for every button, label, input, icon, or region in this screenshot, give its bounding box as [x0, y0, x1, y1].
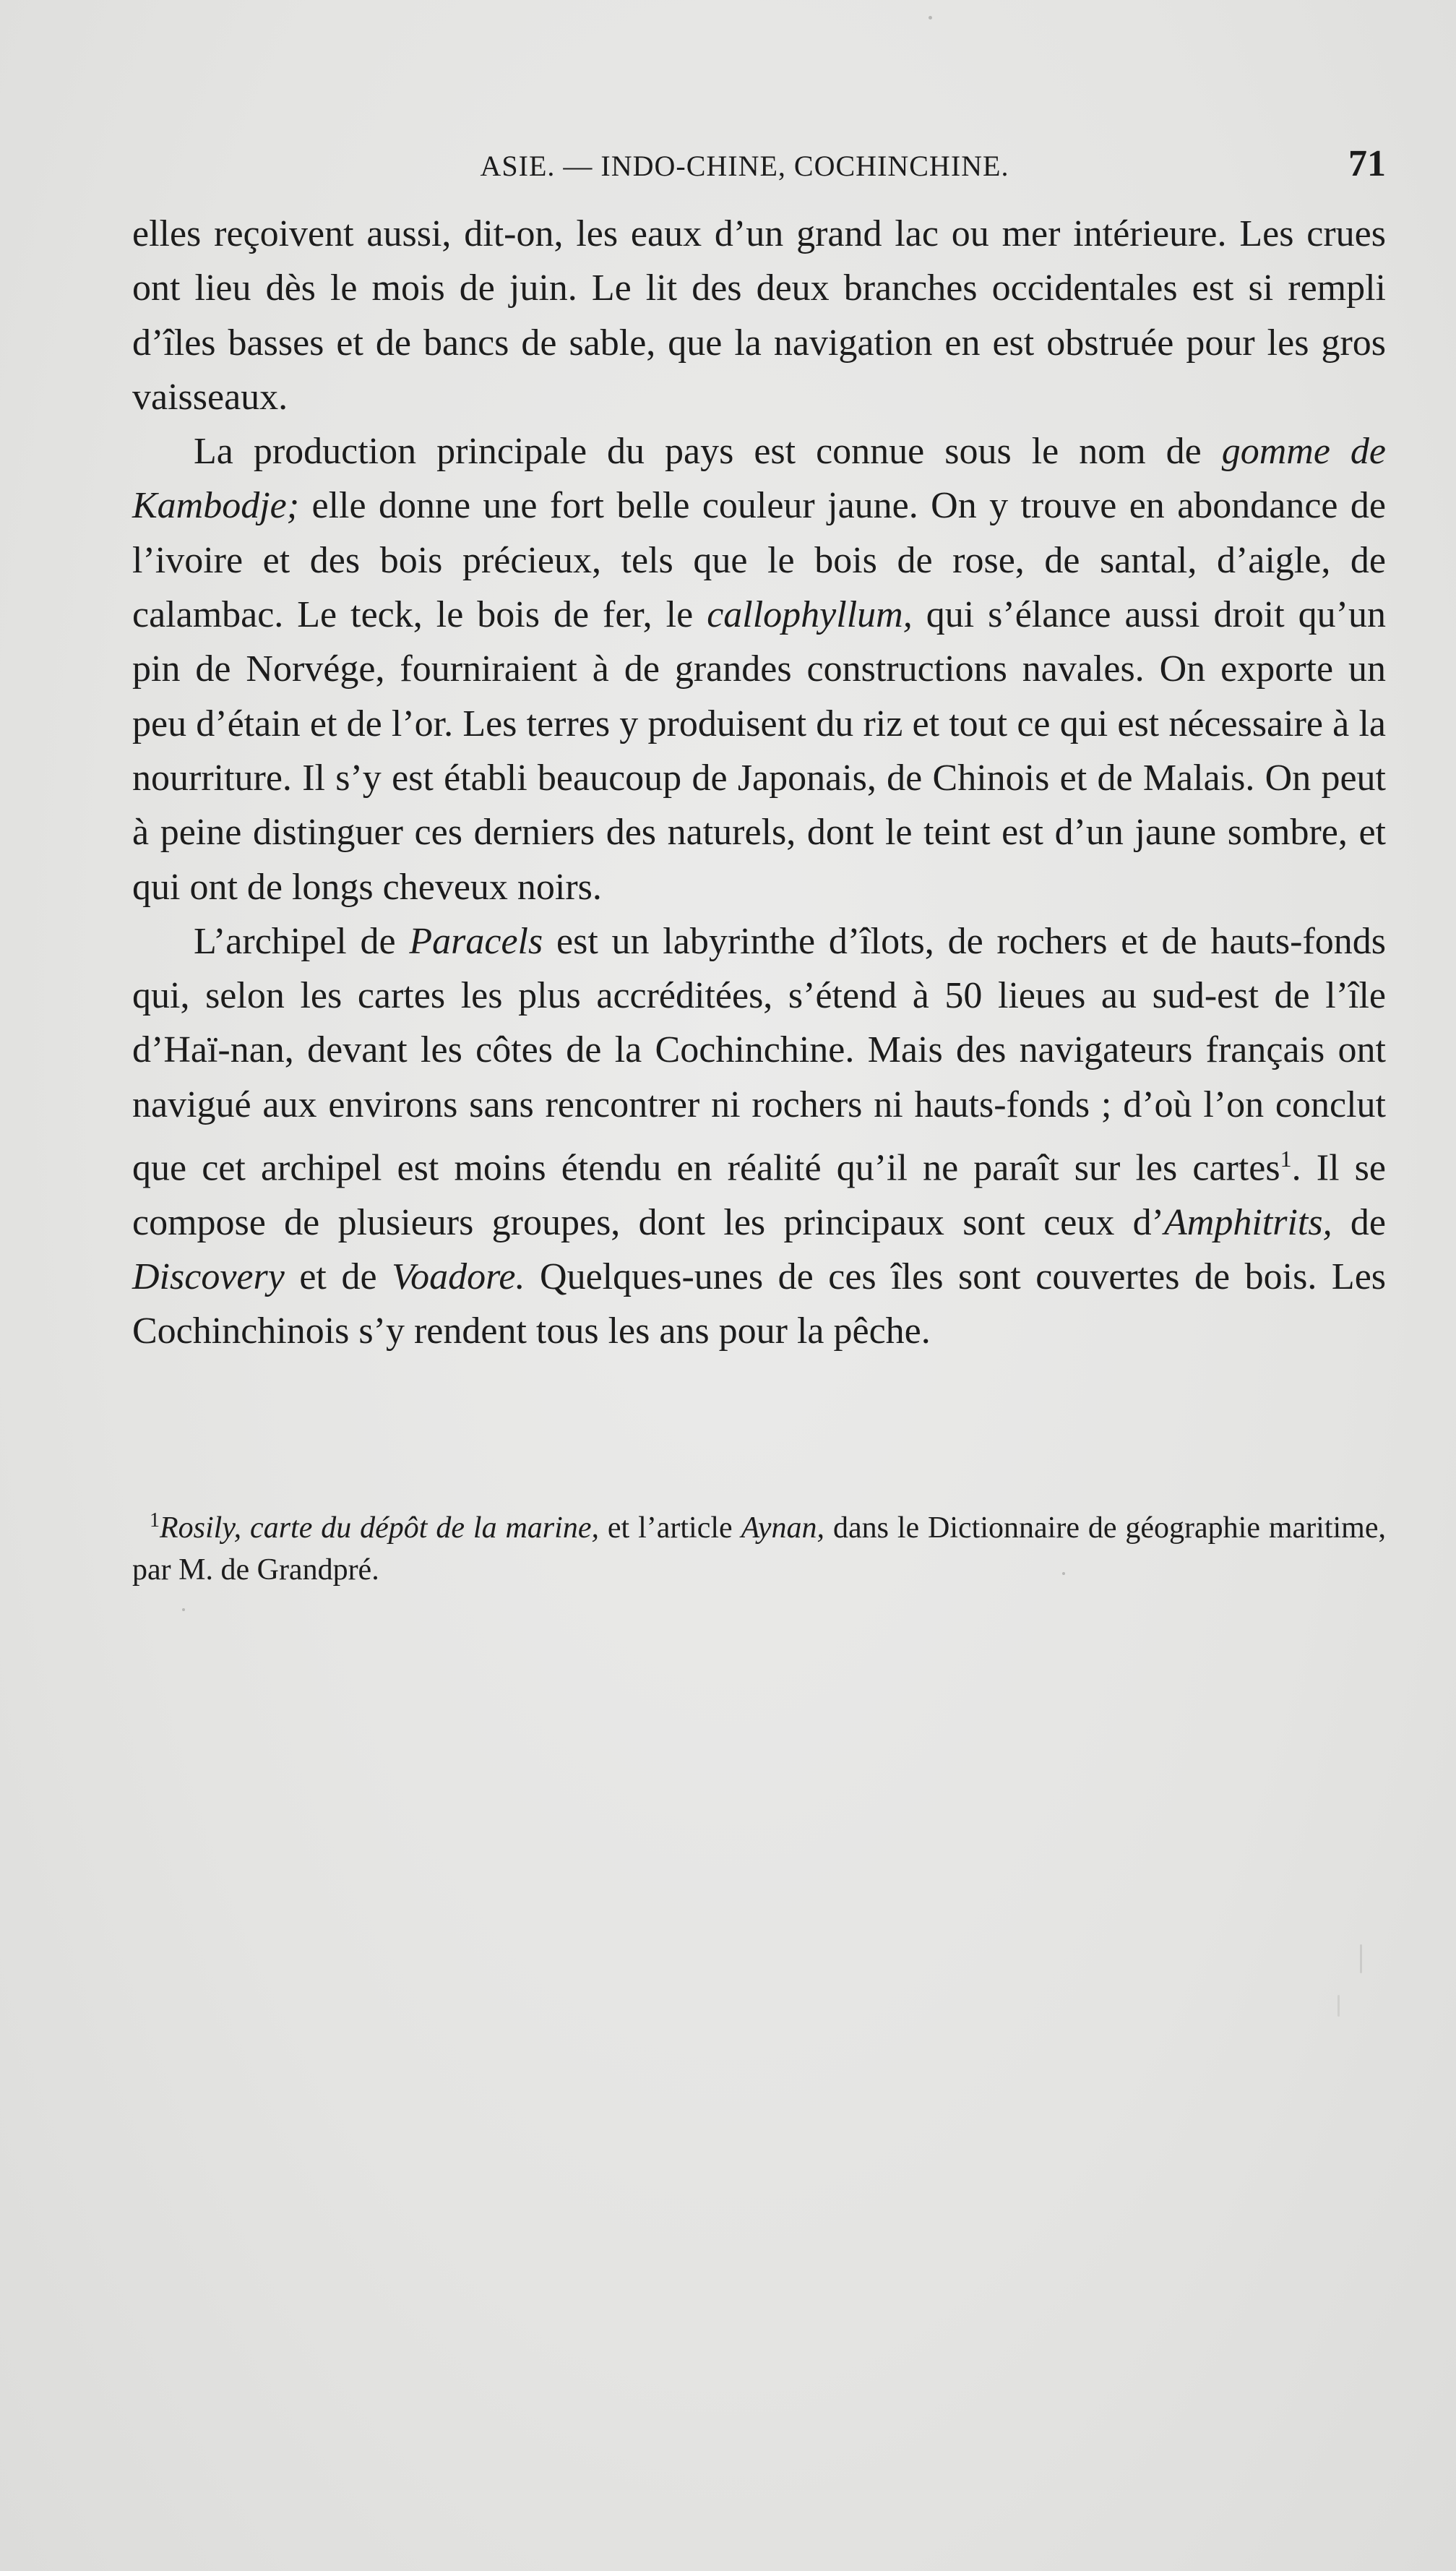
- paragraph-2-text: elle donne une fort belle couleur jaune. On y trouve en abondance de l’ivoire et des bois précieux, tels que le bois de rose, de santal, d’aigle, de calambac. Le teck, le bois de fer, le: [132, 485, 1386, 636]
- italic-term-callophyllum: callophyllum,: [707, 594, 913, 636]
- footnote-reference[interactable]: 1: [1280, 1146, 1292, 1172]
- paragraph-2: [132, 424, 1386, 914]
- paragraph-3-text: Quelques-unes de ces îles sont couvertes de bois. Les Cochinchinois s’y rendent tous les ans pour la pêche.: [132, 1256, 1387, 1352]
- italic-term-paracels: Paracels: [409, 920, 543, 962]
- footnote-mark: 1: [150, 1509, 160, 1532]
- italic-term-amphitrits: Amphitrits,: [1164, 1201, 1332, 1243]
- paper-speck: [1062, 1572, 1065, 1575]
- paragraph-3-text: est un labyrinthe d’îlots, de rochers et de hauts-fonds qui, selon les cartes les plus accréditées, s’étend à 50 lieues au sud-est de l’île d’Haï-nan, devant les côtes de la Cochinchine. Mais des navigateurs français ont navigué aux environs sans rencontrer ni rochers ni hauts-fonds ; d’où l’on conclut que cet archipel est moins étendu en réalité qu’il ne paraît sur les cartes: [132, 920, 1387, 1189]
- paragraph-3-text: et de: [284, 1256, 392, 1297]
- paragraph-3: [132, 914, 1386, 1359]
- italic-term-discovery: Discovery: [132, 1256, 285, 1297]
- footnote-italic-source: Rosily, carte du dépôt de la marine,: [160, 1511, 599, 1545]
- italic-term-gomme-de-kambodje: gomme de Kambodje;: [132, 431, 1386, 527]
- footnote-text: dans le Dictionnaire de géographie maritime, par M. de Grandpré.: [132, 1511, 1386, 1587]
- running-head: [132, 145, 1386, 188]
- footnote-text: et l’article: [598, 1511, 741, 1545]
- paper-speck: [182, 1608, 185, 1611]
- paragraph-2-text: qui s’élance aussi droit qu’un pin de Norvége, fourniraient à de grandes constructions navales. On exporte un peu d’étain et de l’or. Les terres y produisent du riz et tout ce qui est nécessaire à la nourriture. Il s’y est établi beaucoup de Japonais, de Chinois et de Malais. On peut à peine distinguer ces derniers des naturels, dont le teint est d’un jaune sombre, et qui ont de longs cheveux noirs.: [132, 594, 1386, 908]
- running-title: ASIE. — INDO-CHINE, COCHINCHINE.: [480, 150, 1009, 182]
- paper-speck: [1360, 1944, 1362, 1973]
- page-number: 71: [1348, 143, 1386, 184]
- paragraph-2-text: La production principale du pays est connue sous le nom de: [194, 431, 1222, 473]
- italic-term-voadore: Voadore.: [392, 1256, 525, 1297]
- paragraph-3-text: de: [1332, 1201, 1387, 1243]
- paper-speck: [929, 16, 932, 20]
- paragraph-3-text: L’archipel de: [194, 920, 410, 962]
- paper-speck: [1337, 1995, 1340, 2017]
- footnote-italic-aynan: Aynan,: [741, 1511, 825, 1545]
- body-text: [132, 207, 1386, 1359]
- footnote: [132, 1507, 1386, 1591]
- paragraph-3-text: . Il se compose de plusieurs groupes, dont les principaux sont ceux d’: [132, 1147, 1386, 1243]
- paragraph-1: elles reçoivent aussi, dit-on, les eaux d’un grand lac ou mer intérieure. Les crues ont lieu dès le mois de juin. Le lit des deux branches occidentales est si rempli d’îles basses et de bancs de sable, que la navigation en est obstruée pour les gros vaisseaux.: [132, 213, 1386, 418]
